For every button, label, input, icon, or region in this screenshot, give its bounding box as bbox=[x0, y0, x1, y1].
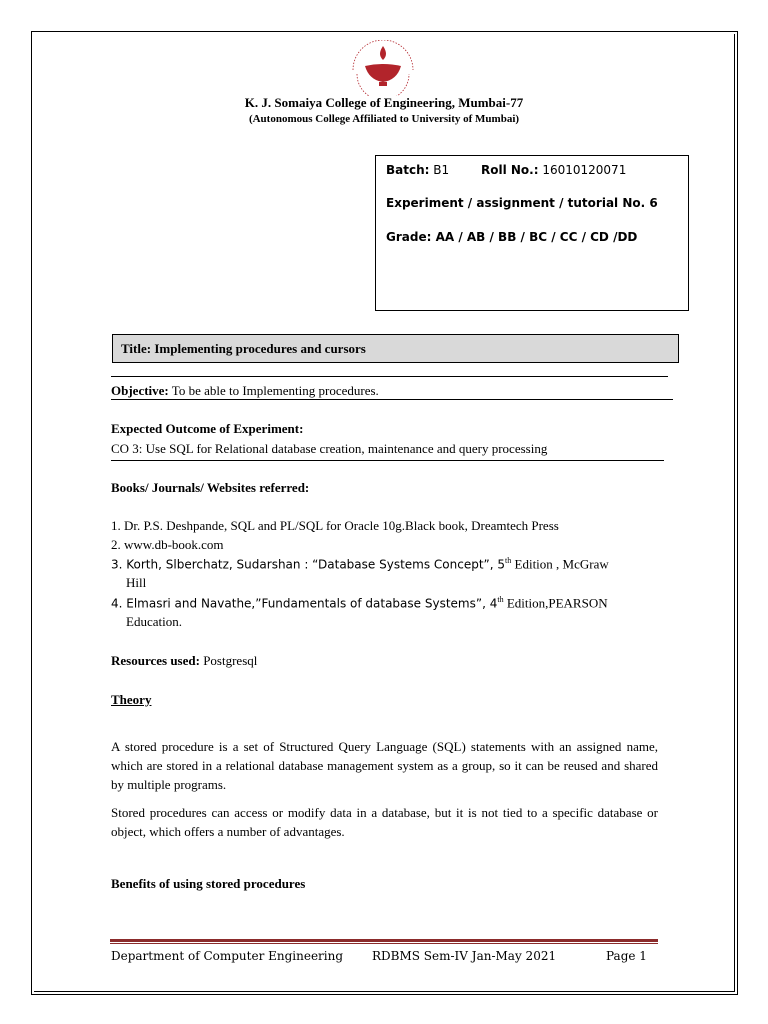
title-box: Title: Implementing procedures and cursors bbox=[112, 334, 679, 363]
somaiya-logo-icon bbox=[345, 40, 421, 96]
objective-text: To be able to Implementing procedures. bbox=[168, 383, 379, 398]
resources-text: Postgresql bbox=[199, 653, 258, 668]
batch-label: Batch: bbox=[386, 163, 430, 177]
book-item-3-edition: Edition , McGraw bbox=[511, 556, 609, 572]
resources-line bbox=[111, 653, 257, 669]
footer-course: RDBMS Sem-IV Jan-May 2021 bbox=[372, 949, 557, 963]
expected-outcome-text: CO 3: Use SQL for Relational database creation, maintenance and query processing bbox=[111, 441, 548, 456]
batch-roll-line bbox=[386, 163, 626, 177]
info-box bbox=[375, 155, 689, 311]
footer-page-number: Page 1 bbox=[606, 949, 647, 963]
book-item-4-cont: Education. bbox=[126, 614, 182, 629]
books-heading: Books/ Journals/ Websites referred: bbox=[111, 480, 310, 495]
book-item-4-text: 4. Elmasri and Navathe,”Fundamentals of database Systems”, 4 bbox=[111, 596, 498, 611]
book-item-3-sup: th bbox=[505, 556, 512, 565]
roll-label: Roll No.: bbox=[480, 163, 539, 177]
book-item-2: 2. www.db-book.com bbox=[111, 537, 224, 552]
benefits-heading: Benefits of using stored procedures bbox=[111, 876, 306, 891]
outcome-rule bbox=[111, 460, 664, 461]
grade-line: Grade: AA / AB / BB / BC / CC / CD /DD bbox=[386, 230, 638, 244]
expected-outcome-heading: Expected Outcome of Experiment: bbox=[111, 421, 304, 436]
book-item-3 bbox=[111, 556, 609, 572]
divider-bottom bbox=[111, 399, 673, 400]
book-item-4-sup: th bbox=[497, 595, 504, 604]
book-item-4 bbox=[111, 595, 608, 611]
footer-rule-thin bbox=[110, 943, 658, 944]
footer-rule-thick bbox=[110, 939, 658, 942]
theory-paragraph-2: Stored procedures can access or modify data in a database, but it is not tied to a specific database or object, which offers a number of advantages. bbox=[111, 805, 658, 839]
book-item-3-cont: Hill bbox=[126, 575, 147, 590]
experiment-number: Experiment / assignment / tutorial No. 6 bbox=[386, 196, 658, 210]
objective-label: Objective: bbox=[111, 383, 169, 398]
footer-department: Department of Computer Engineering bbox=[111, 949, 344, 963]
theory-heading: Theory bbox=[111, 692, 152, 707]
book-item-4-edition: Edition,PEARSON bbox=[503, 595, 608, 611]
batch-value: B1 bbox=[433, 163, 450, 177]
resources-label: Resources used: bbox=[111, 653, 200, 668]
theory-paragraph-1: A stored procedure is a set of Structured Query Language (SQL) statements with an assigned name, which are stored in a relational database management system as a group, so it can be reused and shared by multiple programs. bbox=[111, 739, 658, 792]
roll-value: 16010120071 bbox=[542, 163, 627, 177]
objective-line bbox=[111, 383, 379, 399]
college-affiliation: (Autonomous College Affiliated to University of Mumbai) bbox=[248, 113, 520, 125]
book-item-1: 1. Dr. P.S. Deshpande, SQL and PL/SQL for Oracle 10g.Black book, Dreamtech Press bbox=[111, 518, 559, 533]
book-item-3-text: 3. Korth, Slberchatz, Sudarshan : “Database Systems Concept”, 5 bbox=[111, 557, 506, 572]
college-name: K. J. Somaiya College of Engineering, Mumbai-77 bbox=[244, 95, 524, 110]
divider-top bbox=[111, 376, 668, 377]
